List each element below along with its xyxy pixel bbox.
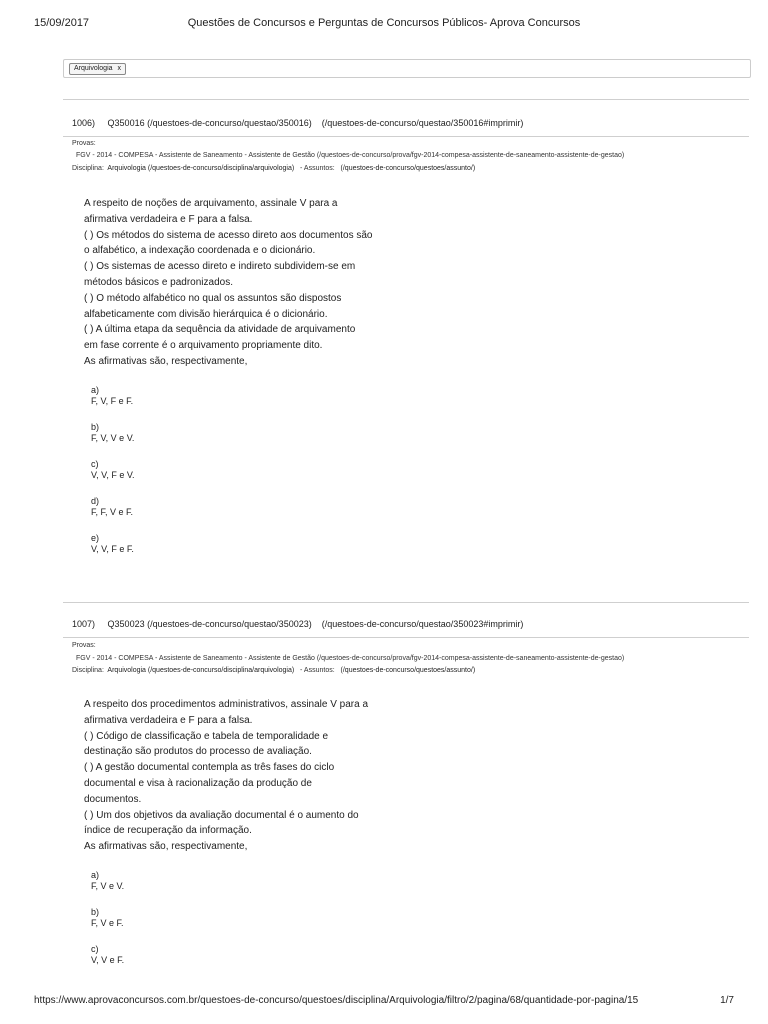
question-header	[72, 118, 523, 128]
option-text: F, F, V e F.	[91, 507, 134, 517]
assuntos-link[interactable]: (/questoes-de-concurso/questoes/assunto/)	[340, 165, 476, 172]
prova-link[interactable]: FGV - 2014 - COMPESA - Assistente de Saneamento - Assistente de Gestão (/questoes-de-concurso/prova/fgv-2014-compesa-assistente-de-saneamento-assistente-de-gestao)	[76, 152, 625, 159]
divider	[63, 602, 749, 603]
disciplina-label: Disciplina:	[72, 667, 104, 674]
option-text: F, V, V e V.	[91, 433, 135, 443]
question-number: 1007)	[72, 619, 96, 629]
statement-line: ( ) A última etapa da sequência da atividade de arquivamento	[84, 324, 356, 336]
disciplina-link[interactable]: Arquivologia (/questoes-de-concurso/disciplina/arquivologia)	[107, 165, 295, 172]
statement-line: A respeito de noções de arquivamento, assinale V para a	[84, 198, 338, 209]
answer-option-b[interactable]	[91, 907, 124, 929]
filter-bar	[63, 59, 751, 78]
statement-line: afirmativa verdadeira e F para a falsa.	[84, 714, 253, 726]
question-code-link[interactable]: Q350016 (/questoes-de-concurso/questao/350016)	[107, 118, 312, 128]
divider	[63, 136, 749, 137]
answer-option-a[interactable]	[91, 385, 133, 407]
option-letter: d)	[91, 496, 100, 506]
answer-option-c[interactable]	[91, 944, 124, 966]
statement-line: ( ) Um dos objetivos da avaliação documental é o aumento do	[84, 809, 359, 821]
statement-line: As afirmativas são, respectivamente,	[84, 841, 248, 853]
answer-option-b[interactable]	[91, 422, 134, 444]
page-number: 1/7	[720, 995, 734, 1006]
filter-chip-arquivologia[interactable]	[69, 63, 126, 75]
statement-line: destinação são produtos do processo de avaliação.	[84, 746, 312, 758]
statement-line: em fase corrente é o arquivamento propriamente dito.	[84, 340, 323, 352]
disciplina-link[interactable]: Arquivologia (/questoes-de-concurso/disciplina/arquivologia)	[107, 667, 295, 674]
statement-line: afirmativa verdadeira e F para a falsa.	[84, 213, 253, 225]
divider	[63, 99, 749, 100]
statement-line: ( ) O método alfabético no qual os assuntos são dispostos	[84, 292, 342, 304]
statement-line: documental e visa à racionalização da produção de	[84, 777, 312, 789]
provas-label: Provas:	[72, 140, 96, 147]
option-letter: b)	[91, 907, 100, 917]
assuntos-label: - Assuntos:	[300, 667, 335, 674]
question-header	[72, 619, 523, 629]
option-text: V, V, F e V.	[91, 470, 135, 480]
remove-filter-icon[interactable]: x	[117, 65, 122, 72]
option-letter: c)	[91, 459, 99, 469]
statement-line: ( ) Os sistemas de acesso direto e indireto subdividem-se em	[84, 261, 356, 273]
option-letter: a)	[91, 385, 100, 395]
statement-line: alfabeticamente com divisão hierárquica é o dicionário.	[84, 308, 328, 320]
answer-option-e[interactable]	[91, 533, 134, 555]
disciplina-label: Disciplina:	[72, 165, 104, 172]
statement-line: documentos.	[84, 793, 142, 805]
option-text: F, V e V.	[91, 881, 125, 891]
filter-chip-label: Arquivologia	[74, 65, 113, 72]
option-text: V, V, F e F.	[91, 544, 134, 554]
question-statement	[84, 196, 372, 370]
print-link[interactable]: (/questoes-de-concurso/questao/350016#imprimir)	[321, 118, 524, 128]
print-date: 15/09/2017	[34, 17, 90, 29]
option-letter: b)	[91, 422, 100, 432]
statement-line: o alfabético, a indexação coordenada e o dicionário.	[84, 245, 316, 257]
question-number: 1006)	[72, 118, 96, 128]
answer-option-c[interactable]	[91, 459, 135, 481]
option-text: F, V, F e F.	[91, 396, 134, 406]
assuntos-link[interactable]: (/questoes-de-concurso/questoes/assunto/)	[340, 667, 476, 674]
option-text: F, V e F.	[91, 918, 124, 928]
assuntos-label: - Assuntos:	[300, 165, 335, 172]
footer-url: https://www.aprovaconcursos.com.br/questoes-de-concurso/questoes/disciplina/Arquivologia/filtro/2/pagina/68/quantidade-por-pagina/15	[34, 995, 639, 1006]
statement-line: ( ) Código de classificação e tabela de temporalidade e	[84, 730, 329, 742]
disciplina-row	[72, 165, 475, 172]
provas-label: Provas:	[72, 642, 96, 649]
option-letter: e)	[91, 533, 100, 543]
prova-link[interactable]: FGV - 2014 - COMPESA - Assistente de Saneamento - Assistente de Gestão (/questoes-de-concurso/prova/fgv-2014-compesa-assistente-de-saneamento-assistente-de-gestao)	[76, 655, 625, 662]
statement-line: As afirmativas são, respectivamente,	[84, 355, 248, 367]
print-link[interactable]: (/questoes-de-concurso/questao/350023#imprimir)	[321, 619, 524, 629]
statement-line: ( ) Os métodos do sistema de acesso direto aos documentos são	[84, 229, 373, 241]
page-title: Questões de Concursos e Perguntas de Concursos Públicos- Aprova Concursos	[187, 17, 581, 29]
statement-line: ( ) A gestão documental contempla as três fases do ciclo	[84, 762, 335, 774]
statement-line: índice de recuperação da informação.	[84, 825, 252, 837]
divider	[63, 637, 749, 638]
question-code-link[interactable]: Q350023 (/questoes-de-concurso/questao/350023)	[107, 619, 312, 629]
statement-line: A respeito dos procedimentos administrativos, assinale V para a	[84, 699, 369, 710]
answer-option-d[interactable]	[91, 496, 133, 518]
disciplina-row	[72, 667, 475, 674]
option-letter: c)	[91, 944, 99, 954]
statement-line: métodos básicos e padronizados.	[84, 276, 233, 288]
option-letter: a)	[91, 870, 100, 880]
option-text: V, V e F.	[91, 955, 125, 965]
answer-option-a[interactable]	[91, 870, 124, 892]
question-statement	[84, 697, 368, 855]
